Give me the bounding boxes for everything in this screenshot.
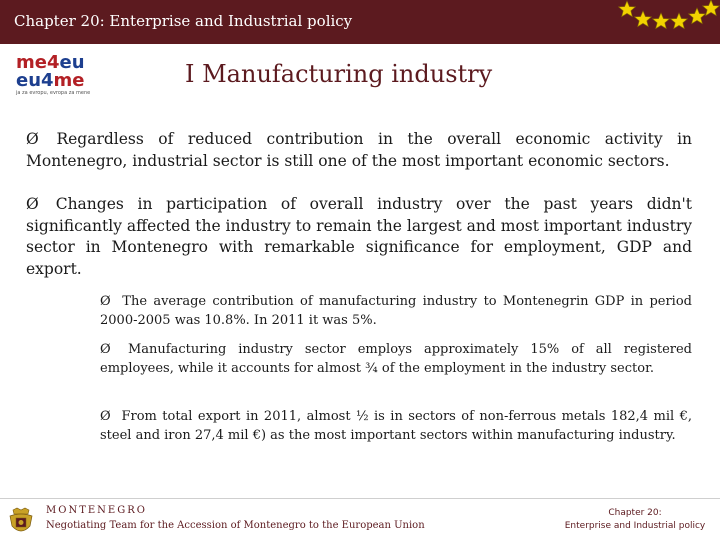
me4eu-logo — [16, 54, 111, 98]
sub-bullet-item — [100, 340, 692, 378]
arrow-bullet-icon: Ø — [100, 409, 111, 424]
star-icon — [619, 1, 636, 17]
slide-title: I Manufacturing industry — [185, 60, 493, 88]
logo-line-1: me4eu — [16, 52, 85, 73]
footer-chapter-name: Enterprise and Industrial policy — [564, 521, 706, 531]
star-icon — [689, 8, 706, 24]
sub-bullet-text: Manufacturing industry sector employs approximately 15% of all registered employees, while it accounts for almost ¾ of the employment in the industry sector. — [100, 342, 692, 376]
sub-bullet-text: From total export in 2011, almost ½ is in sectors of non-ferrous metals 182,4 mil €, steel and iron 27,4 mil €) as the most important sectors within manufacturing industry. — [100, 409, 692, 443]
star-icon — [671, 13, 688, 29]
sub-bullet-text: The average contribution of manufacturing industry to Montenegrin GDP in period 2000-2005 was 10.8%. In 2011 it was 5%. — [100, 294, 692, 328]
logo-line-2: eu4me — [16, 70, 85, 91]
bullet-item — [26, 129, 692, 172]
footer-divider — [0, 498, 720, 499]
logo-slogan: ja za evropu, evropa za mene — [16, 90, 91, 96]
arrow-bullet-icon: Ø — [100, 342, 111, 357]
eu-stars-icon — [615, 0, 720, 40]
footer-team: Negotiating Team for the Accession of Montenegro to the European Union — [46, 520, 425, 531]
sub-bullet-item — [100, 292, 692, 330]
header-bar — [0, 0, 720, 44]
bullet-text: Changes in participation of overall industry over the past years didn't significantly affected the industry to remain the largest and most important industry sector in Montenegro with remarkable significance for employment, GDP and export. — [26, 195, 693, 278]
bullet-text: Regardless of reduced contribution in the overall economic activity in Montenegro, industrial sector is still one of the most important economic sectors. — [26, 130, 693, 170]
bullet-item — [26, 194, 692, 280]
arrow-bullet-icon: Ø — [26, 130, 39, 148]
star-icon — [653, 13, 670, 29]
footer-chapter — [560, 507, 710, 533]
sub-bullet-item — [100, 407, 692, 445]
star-icon — [703, 0, 720, 16]
footer-country: MONTENEGRO — [46, 505, 147, 516]
footer — [0, 498, 720, 540]
montenegro-crest-icon — [6, 506, 36, 536]
arrow-bullet-icon: Ø — [100, 294, 111, 309]
chapter-title: Chapter 20: Enterprise and Industrial policy — [14, 12, 353, 30]
star-icon — [635, 11, 652, 27]
footer-chapter-number: Chapter 20: — [608, 508, 662, 518]
arrow-bullet-icon: Ø — [26, 195, 39, 213]
